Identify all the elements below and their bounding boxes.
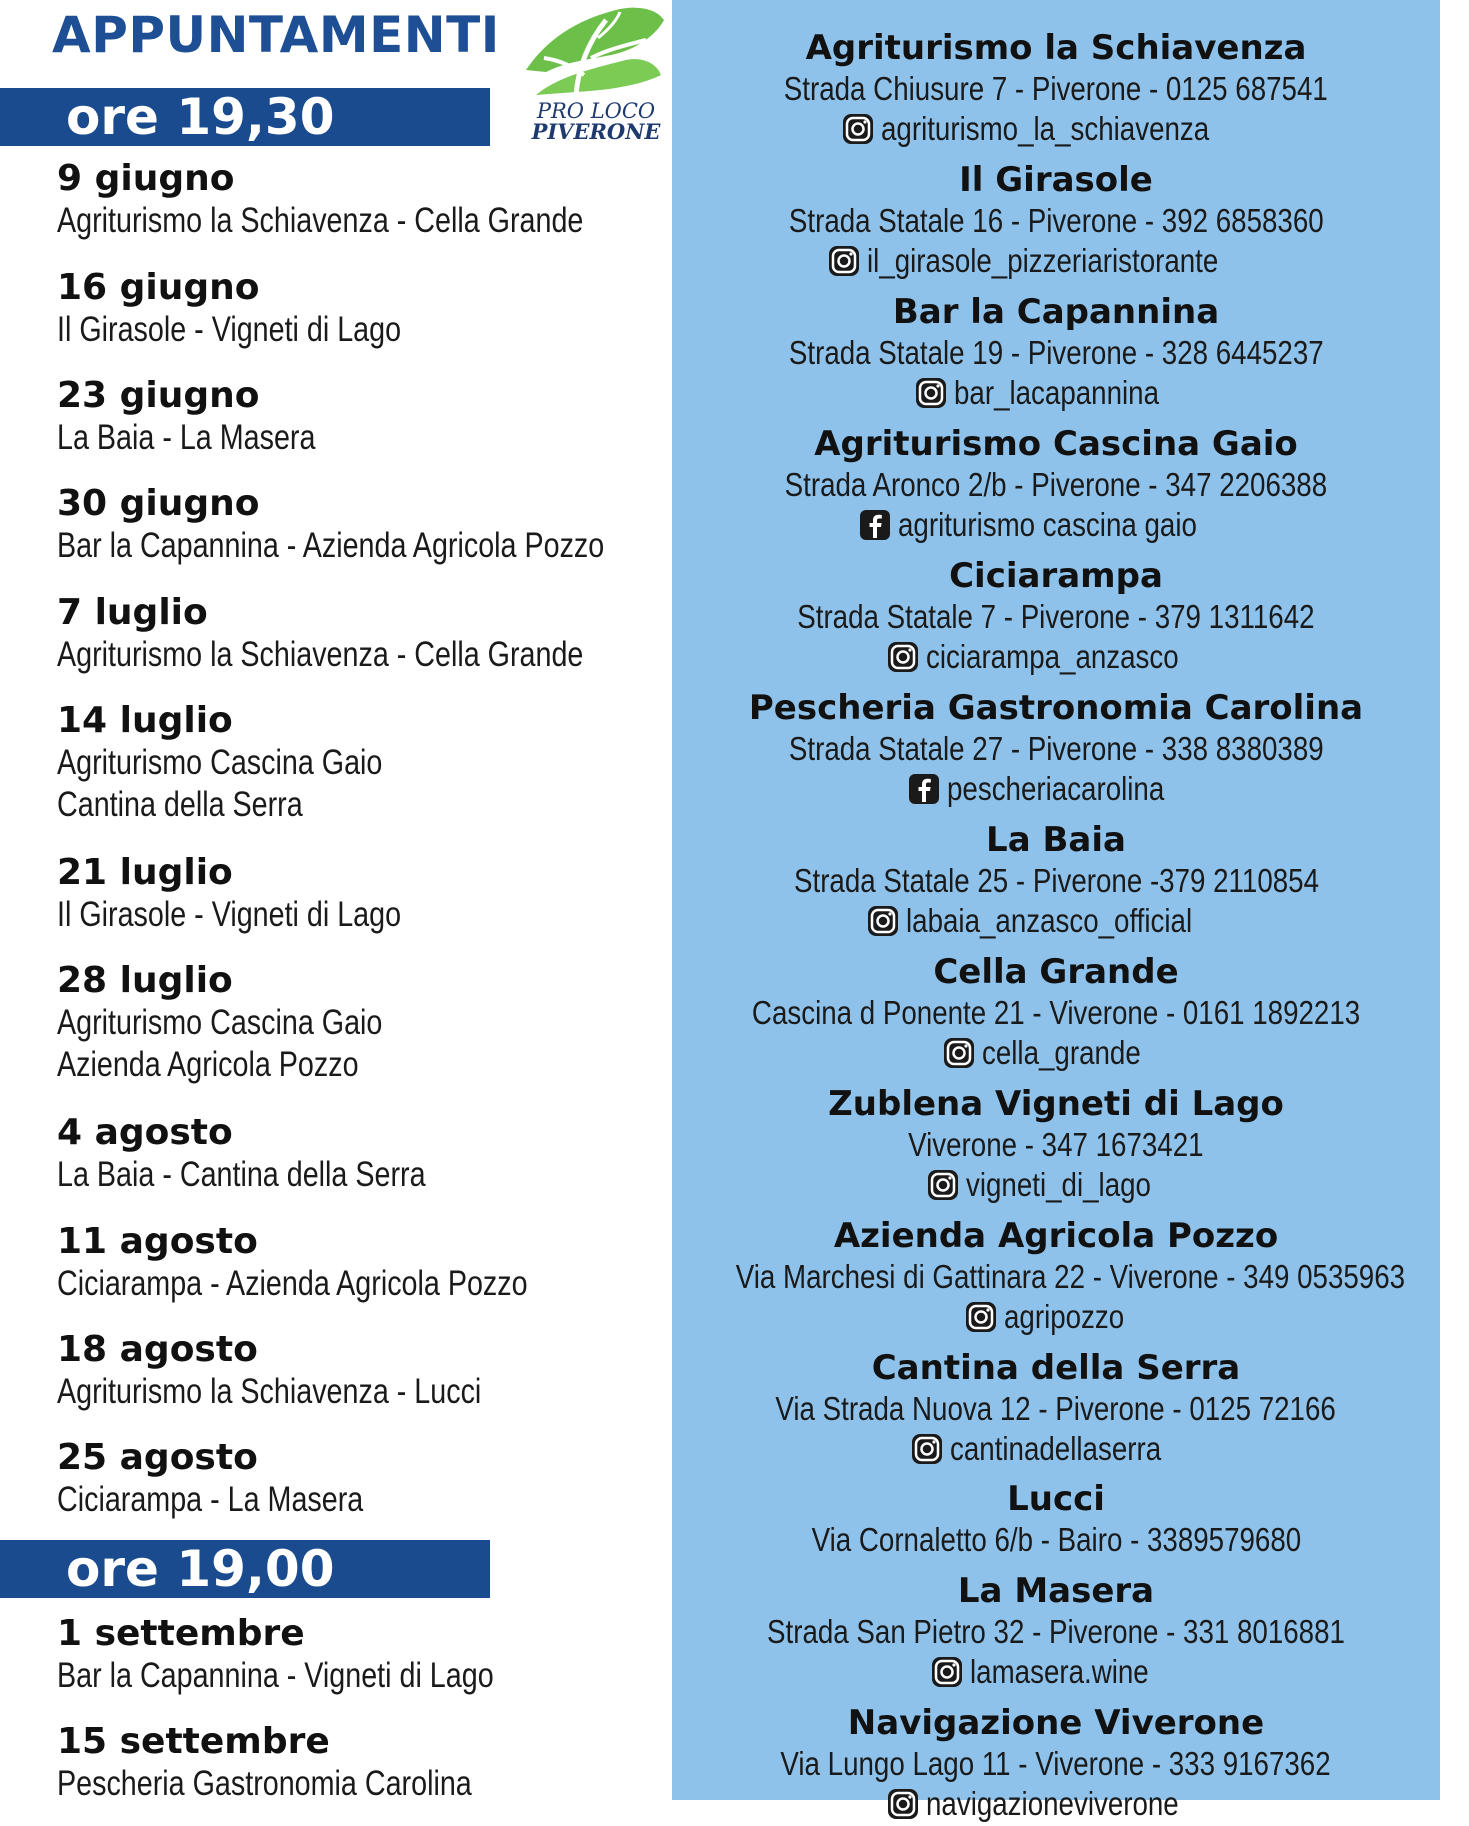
venue-card — [672, 687, 1440, 811]
venue-address: Strada Chiusure 7 - Piverone - 0125 687541 — [784, 70, 1328, 107]
social-handle: agriturismo_la_schiavenza — [880, 110, 1209, 147]
facebook-icon — [907, 772, 941, 806]
venue-name: Agriturismo la Schiavenza — [805, 28, 1307, 68]
venue-address: Via Cornaletto 6/b - Bairo - 3389579680 — [811, 1521, 1301, 1558]
venue-name: Bar la Capannina — [892, 292, 1220, 332]
venue-name: Lucci — [1007, 1479, 1105, 1519]
event-venues: Pescheria Gastronomia Carolina — [57, 1764, 472, 1803]
venue-social[interactable] — [886, 1784, 1227, 1824]
event-venues: Il Girasole - Vigneti di Lago — [57, 310, 402, 349]
social-handle: agripozzo — [1004, 1298, 1125, 1335]
tree-leaf-icon — [516, 0, 666, 100]
event-venues: Agriturismo Cascina Gaio — [57, 1003, 383, 1042]
venue-social[interactable] — [942, 1033, 1171, 1073]
social-handle: pescheriacarolina — [946, 770, 1164, 807]
venue-name: Pescheria Gastronomia Carolina — [748, 688, 1364, 728]
event-item — [57, 1329, 574, 1413]
venue-social[interactable] — [866, 901, 1247, 941]
venue-address: Via Strada Nuova 12 - Piverone - 0125 72166 — [775, 1390, 1337, 1427]
venue-social[interactable] — [907, 769, 1206, 809]
event-item — [57, 1221, 631, 1305]
event-item — [57, 1721, 563, 1805]
event-date: 14 luglio — [57, 700, 233, 741]
venue-name: Cantina della Serra — [871, 1348, 1241, 1388]
logo-text-top: PRO LOCO — [536, 99, 656, 123]
venue-address: Strada Statale 27 - Piverone - 338 8380389 — [788, 730, 1324, 767]
social-handle: cella_grande — [981, 1034, 1141, 1071]
social-handle: cantinadellaserra — [950, 1430, 1162, 1467]
event-item — [57, 1613, 590, 1697]
venue-address: Strada Statale 19 - Piverone - 328 6445237 — [788, 334, 1324, 371]
venue-address: Strada Statale 25 - Piverone -379 2110854 — [793, 862, 1319, 899]
venue-social[interactable] — [914, 373, 1198, 413]
venue-name: Agriturismo Cascina Gaio — [814, 424, 1298, 464]
instagram-icon — [930, 1655, 964, 1689]
event-venues: Bar la Capannina - Vigneti di Lago — [57, 1656, 494, 1695]
event-item — [57, 592, 699, 676]
event-venues: Azienda Agricola Pozzo — [57, 1045, 359, 1084]
event-date: 16 giugno — [57, 267, 260, 308]
event-venues: Ciciarampa - Azienda Agricola Pozzo — [57, 1264, 528, 1303]
instagram-icon — [866, 904, 900, 938]
pro-loco-logo — [508, 0, 668, 150]
venue-address: Strada Statale 7 - Piverone - 379 1311642 — [797, 598, 1315, 635]
event-venues: Cantina della Serra — [57, 785, 303, 824]
venue-name: Azienda Agricola Pozzo — [833, 1216, 1279, 1256]
venue-address: Strada Aronco 2/b - Piverone - 347 2206388 — [784, 466, 1328, 503]
social-handle: il_girasole_pizzeriaristorante — [866, 242, 1219, 279]
venue-name: Il Girasole — [959, 160, 1153, 200]
event-date: 30 giugno — [57, 483, 260, 524]
venue-card — [672, 423, 1440, 547]
event-venues: Agriturismo la Schiavenza - Cella Grande — [57, 201, 584, 240]
event-date: 4 agosto — [57, 1112, 233, 1153]
venue-address: Via Marchesi di Gattinara 22 - Viverone - 349 0535963 — [735, 1258, 1406, 1295]
event-item — [57, 700, 454, 826]
event-date: 21 luglio — [57, 852, 233, 893]
event-item — [57, 960, 454, 1086]
venue-name: Cella Grande — [933, 952, 1179, 992]
event-venues: Agriturismo la Schiavenza - Lucci — [57, 1372, 482, 1411]
venue-social[interactable] — [910, 1429, 1201, 1469]
venue-card — [672, 27, 1440, 151]
instagram-icon — [910, 1432, 944, 1466]
social-handle: vigneti_di_lago — [965, 1166, 1151, 1203]
event-date: 18 agosto — [57, 1329, 258, 1370]
venue-address: Strada Statale 16 - Piverone - 392 6858360 — [788, 202, 1324, 239]
event-date: 11 agosto — [57, 1221, 258, 1262]
venue-social[interactable] — [886, 637, 1227, 677]
event-item — [57, 1112, 506, 1196]
venue-card — [672, 555, 1440, 679]
event-date: 7 luglio — [57, 592, 208, 633]
social-handle: navigazioneviverone — [925, 1785, 1179, 1822]
event-item — [57, 267, 477, 351]
event-venues: Agriturismo la Schiavenza - Cella Grande — [57, 635, 584, 674]
event-date: 9 giugno — [57, 158, 235, 199]
venue-name: Ciciarampa — [949, 556, 1163, 596]
venue-card — [672, 1478, 1440, 1560]
instagram-icon — [964, 1300, 998, 1334]
event-date: 25 agosto — [57, 1437, 258, 1478]
venue-card — [672, 1347, 1440, 1471]
venue-name: Navigazione Viverone — [847, 1703, 1265, 1743]
venue-card — [672, 1702, 1440, 1826]
social-handle: bar_lacapannina — [953, 374, 1159, 411]
venue-social[interactable] — [841, 109, 1272, 149]
venue-social[interactable] — [827, 241, 1285, 281]
schedule-column — [0, 0, 672, 1803]
social-handle: lamasera.wine — [969, 1653, 1149, 1690]
event-item — [57, 852, 477, 936]
instagram-icon — [827, 244, 861, 278]
instagram-icon — [886, 640, 920, 674]
event-item — [57, 1437, 430, 1521]
social-handle: labaia_anzasco_official — [905, 902, 1192, 939]
venue-card — [672, 951, 1440, 1075]
event-item — [57, 375, 372, 459]
event-venues: La Baia - Cantina della Serra — [57, 1155, 426, 1194]
social-handle: ciciarampa_anzasco — [925, 638, 1179, 675]
venue-address: Cascina d Ponente 21 - Viverone - 0161 1892213 — [751, 994, 1361, 1031]
instagram-icon — [926, 1168, 960, 1202]
venue-address: Viverone - 347 1673421 — [908, 1126, 1204, 1163]
page-title: APPUNTAMENTI — [52, 6, 500, 64]
time-band-1930: ore 19,30 — [0, 88, 490, 146]
venue-card — [672, 291, 1440, 415]
venue-card — [672, 159, 1440, 283]
event-venues: Ciciarampa - La Masera — [57, 1480, 364, 1519]
venue-social[interactable] — [926, 1165, 1186, 1205]
venue-social[interactable] — [964, 1297, 1147, 1337]
logo-text-bottom: PIVERONE — [531, 119, 661, 144]
event-venues: Agriturismo Cascina Gaio — [57, 743, 383, 782]
event-venues: La Baia - La Masera — [57, 418, 316, 457]
event-item — [57, 158, 699, 242]
instagram-icon — [914, 376, 948, 410]
event-date: 1 settembre — [57, 1613, 305, 1654]
venue-card — [672, 819, 1440, 943]
venue-card — [672, 1215, 1440, 1339]
instagram-icon — [942, 1036, 976, 1070]
event-item — [57, 483, 724, 567]
event-date: 28 luglio — [57, 960, 233, 1001]
venue-social[interactable] — [930, 1652, 1183, 1692]
social-handle: agriturismo cascina gaio — [898, 506, 1197, 543]
venue-address: Via Lungo Lago 11 - Viverone - 333 9167362 — [780, 1745, 1332, 1782]
event-date: 23 giugno — [57, 375, 260, 416]
venue-card — [672, 1083, 1440, 1207]
venues-column — [672, 0, 1440, 1822]
facebook-icon — [858, 508, 892, 542]
instagram-icon — [886, 1787, 920, 1821]
venue-card — [672, 1570, 1440, 1694]
venue-name: La Masera — [957, 1571, 1155, 1611]
event-venues: Bar la Capannina - Azienda Agricola Pozzo — [57, 526, 605, 565]
event-date: 15 settembre — [57, 1721, 330, 1762]
venue-name: La Baia — [986, 820, 1126, 860]
event-venues: Il Girasole - Vigneti di Lago — [57, 895, 402, 934]
instagram-icon — [841, 112, 875, 146]
venue-name: Zublena Vigneti di Lago — [828, 1084, 1284, 1124]
time-band-1900: ore 19,00 — [0, 1540, 490, 1598]
venue-social[interactable] — [858, 505, 1254, 545]
venue-address: Strada San Pietro 32 - Piverone - 331 8016881 — [767, 1613, 1345, 1650]
